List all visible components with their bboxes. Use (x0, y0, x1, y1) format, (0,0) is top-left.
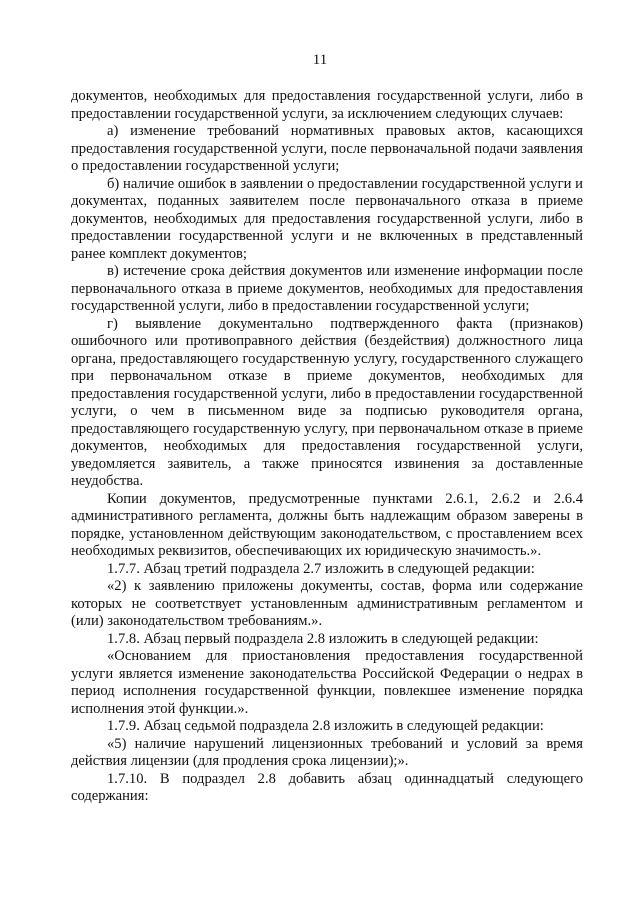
paragraph-quote-5: «5) наличие нарушений лицензионных требований и условий за время действия лицензии (для продления срока лицензии);». (71, 735, 583, 769)
paragraph-item-v: в) истечение срока действия документов или изменение информации после первоначального отказа в приеме документов, необходимых для предоставления государственной услуги, либо в предоставлении государственной услуги; (71, 263, 583, 314)
paragraph-quote-2: «2) к заявлению приложены документы, состав, форма или содержание которых не соответствует установленным административным регламентом и (или) законодательством требованиям.». (71, 578, 583, 629)
paragraph-item-a: а) изменение требований нормативных правовых актов, касающихся предоставления государственной услуги, после первоначальной подачи заявления о предоставлении государственной услуги; (71, 123, 583, 174)
paragraph-1-7-9: 1.7.9. Абзац седьмой подраздела 2.8 изложить в следующей редакции: (107, 718, 544, 734)
paragraph-item-b: б) наличие ошибок в заявлении о предоставлении государственной услуги и документах, поданных заявителем после первоначального отказа в приеме документов, необходимых для предоставления государственной услуги, либо в предоставлении государственной услуги и не включенных в представленный ранее комплект документов; (71, 175, 583, 262)
paragraph-copies: Копии документов, предусмотренные пунктами 2.6.1, 2.6.2 и 2.6.4 административного регламента, должны быть надлежащим образом заверены в порядке, установленном действующим законодательством, с проставлением всех необходимых реквизитов, обеспечивающих их юридическую значимость.». (71, 490, 583, 559)
paragraph-1-7-7: 1.7.7. Абзац третий подраздела 2.7 изложить в следующей редакции: (107, 560, 535, 577)
document-body (71, 88, 583, 806)
paragraph-quote-suspension: «Основанием для приостановления предоставления государственной услуги является изменение законодательства Российской Федерации о недрах в период исполнения государственной функции, повлекшее изменение порядка исполнения этой функции.». (71, 648, 583, 717)
page-number: 11 (312, 52, 328, 68)
paragraph-item-g: г) выявление документально подтвержденного факта (признаков) ошибочного или противоправного действия (бездействия) должностного лица органа, предоставляющего государственную услугу, государственного служащего при первоначальном отказе в приеме документов, необходимых для предоставления государственной услуги, либо в предоставлении государственной услуги, о чем в письменном виде за подписью руководителя органа, предоставляющего государственную услугу, при первоначальном отказе в приеме документов, необходимых для предоставления государственной услуги, уведомляется заявитель, а также приносятся извинения за доставленные неудобства. (71, 315, 583, 489)
paragraph-1-7-10: 1.7.10. В подраздел 2.8 добавить абзац одиннадцатый следующего содержания: (71, 770, 583, 804)
paragraph-continuation: документов, необходимых для предоставления государственной услуги, либо в предоставлении государственной услуги, за исключением следующих случаев: (71, 88, 583, 122)
paragraph-1-7-8: 1.7.8. Абзац первый подраздела 2.8 изложить в следующей редакции: (107, 630, 539, 647)
